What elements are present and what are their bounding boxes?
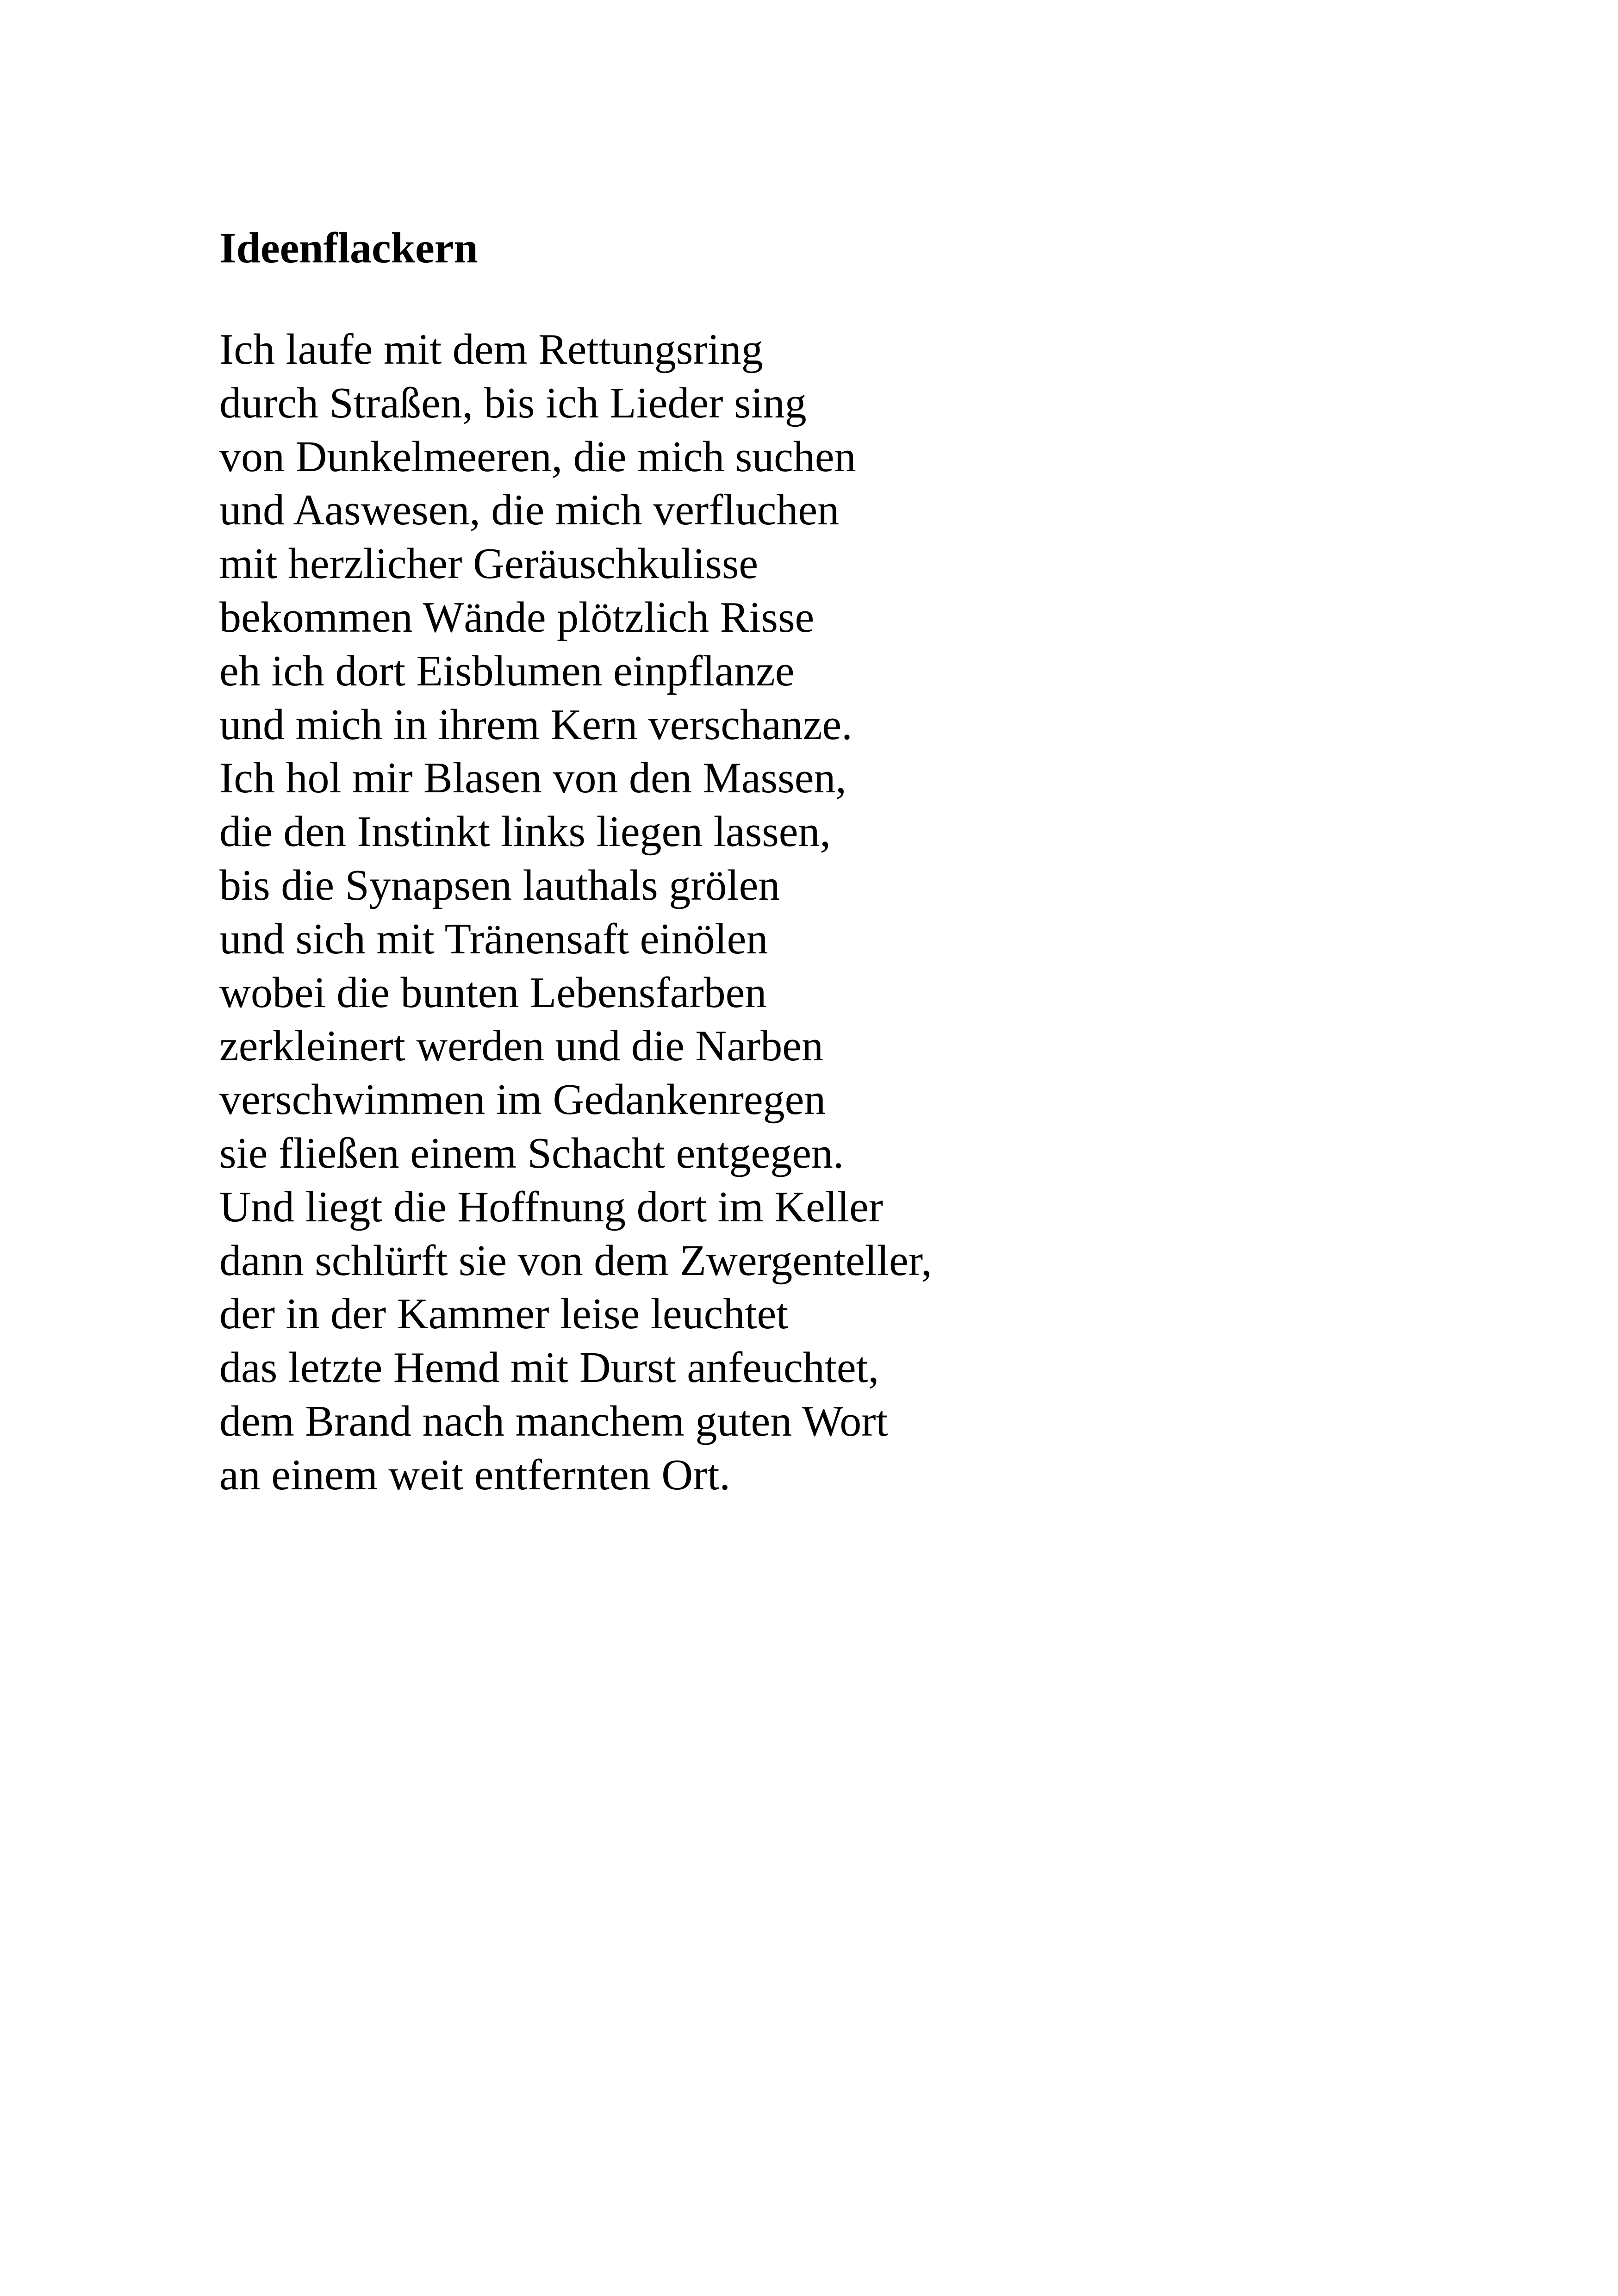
poem-line: eh ich dort Eisblumen einpflanze bbox=[219, 647, 795, 695]
poem-body bbox=[219, 323, 932, 1502]
poem-line: durch Straßen, bis ich Lieder sing bbox=[219, 379, 807, 427]
poem-line: und mich in ihrem Kern verschanze. bbox=[219, 700, 853, 749]
poem-line: zerkleinert werden und die Narben bbox=[219, 1022, 823, 1070]
poem-title: Ideenflackern bbox=[219, 224, 478, 272]
poem-line: der in der Kammer leise leuchtet bbox=[219, 1290, 789, 1338]
poem-line: Und liegt die Hoffnung dort im Keller bbox=[219, 1182, 884, 1231]
poem-line: Ich hol mir Blasen von den Massen, bbox=[219, 754, 846, 803]
poem-line: bekommen Wände plötzlich Risse bbox=[219, 593, 815, 641]
poem-line: die den Instinkt links liegen lassen, bbox=[219, 808, 831, 856]
poem-line: an einem weit entfernten Ort. bbox=[219, 1450, 731, 1499]
poem-line: bis die Synapsen lauthals grölen bbox=[219, 861, 780, 909]
poem-line: Ich laufe mit dem Rettungsring bbox=[219, 325, 763, 373]
poem-line: dann schlürft sie von dem Zwergenteller, bbox=[219, 1236, 932, 1285]
poem-line: dem Brand nach manchem guten Wort bbox=[219, 1397, 888, 1445]
poem-line: und sich mit Tränensaft einölen bbox=[219, 915, 768, 963]
poem-line: verschwimmen im Gedankenregen bbox=[219, 1076, 826, 1124]
poem-line: mit herzlicher Geräuschkulisse bbox=[219, 540, 759, 588]
poem-line: sie fließen einem Schacht entgegen. bbox=[219, 1129, 844, 1177]
poem-line: das letzte Hemd mit Durst anfeuchtet, bbox=[219, 1344, 879, 1392]
poem-line: wobei die bunten Lebensfarben bbox=[219, 968, 767, 1017]
poem-line: und Aaswesen, die mich verfluchen bbox=[219, 486, 840, 535]
poem-line: von Dunkelmeeren, die mich suchen bbox=[219, 432, 856, 481]
